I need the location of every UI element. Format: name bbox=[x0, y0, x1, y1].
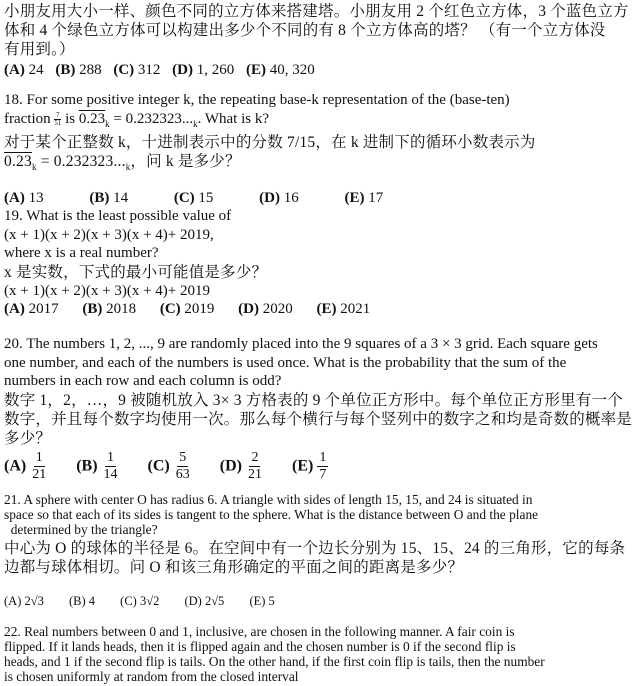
choice-b: (B) 2018 bbox=[82, 301, 137, 317]
choice-d: (D) $\frac{2}{21}$ bbox=[219, 449, 262, 482]
problem-22-en-line-3: heads, and 1 if the second flip is tails. On the other hand, if the first coin flip is tails, then the number bbox=[4, 654, 545, 669]
problem-21-cn-line-2: 边都与球体相切。问 O 和该三角形确定的平面之间的距离是多少？ bbox=[4, 559, 464, 576]
problem-19 bbox=[4, 207, 634, 319]
problem-20-cn-line-3: 多少？ bbox=[4, 429, 52, 447]
problem-21-en-line-2: space so that each of its sides is tangent to the sphere. What is the distance between O and the plane bbox=[4, 507, 539, 522]
problem-20-en-line-1: 20. The numbers 1, 2, ..., 9 are randomly placed into the 9 squares of a 3 × 3 grid. Each square gets bbox=[4, 336, 598, 352]
choice-a: (A) 24 bbox=[4, 62, 44, 78]
choice-c: (C) 2019 bbox=[159, 301, 215, 317]
choice-d: (D) 1, 260 bbox=[172, 62, 235, 78]
choice-e: (E) $\frac{1}{7}$ bbox=[291, 449, 327, 482]
problem-19-expression: (x + 1)(x + 2)(x + 3)(x + 4)+ 2019, bbox=[4, 226, 214, 243]
problem-18-en-line-2: fraction $\frac{7}{51}$ is $0.23_k = 0.232323..._k$. What is k? bbox=[4, 110, 269, 129]
problem-17 bbox=[4, 2, 634, 80]
choice-b: (B) 14 bbox=[89, 190, 129, 207]
choice-a: (A) 2017 bbox=[4, 301, 59, 317]
problem-21-cn-line-1: 中心为 O 的球体的半径是 6。在空间中有一个边长分别为 15、15、24 的三角形，它的每条 bbox=[4, 540, 626, 557]
problem-21-choices bbox=[4, 593, 634, 609]
problem-17-cn-line-3: 有用到。） bbox=[4, 41, 75, 58]
choice-d: (D) 16 bbox=[259, 190, 299, 207]
problem-18-choices bbox=[4, 189, 634, 208]
problem-19-choices bbox=[4, 300, 634, 319]
choice-c: (C) 3√2 bbox=[120, 594, 160, 608]
problem-20-en-line-2: one number, and each of the numbers is used once. What is the probability that the sum of the bbox=[4, 354, 567, 371]
problem-22 bbox=[4, 624, 634, 684]
problem-18-en-line-1: 18. For some positive integer k, the repeating base-k representation of the (base-ten) bbox=[4, 92, 510, 108]
choice-a: (A) 13 bbox=[4, 190, 44, 207]
problem-22-en-line-1: 22. Real numbers between 0 and 1, inclusive, are chosen in the following manner. A fair coin is bbox=[4, 624, 515, 639]
problem-22-en-line-4: is chosen uniformly at random from the closed interval bbox=[4, 669, 299, 684]
choice-b: (B) $\frac{1}{14}$ bbox=[76, 449, 118, 482]
problem-21-en-line-1: 21. A sphere with center O has radius 6. A triangle with sides of length 15, 15, and 24 is situated in bbox=[4, 492, 533, 507]
fraction-7-51: $\frac{7}{51}$ bbox=[54, 110, 62, 127]
problem-19-en-line-1: 19. What is the least possible value of bbox=[4, 208, 232, 224]
choice-e: (E) 40, 320 bbox=[245, 62, 315, 78]
problem-18 bbox=[4, 91, 634, 208]
problem-17-cn-line-1: 小朋友用大小一样、颜色不同的立方体来搭建塔。小朋友用 2 个红色立方体，3 个蓝色立方 bbox=[4, 3, 629, 20]
problem-20 bbox=[4, 335, 634, 483]
problem-22-en-line-2: flipped. If it lands heads, then it is flipped again and the chosen number is 0 if the second flip is bbox=[4, 639, 516, 654]
problem-21-en-line-3: determined by the triangle? bbox=[4, 522, 158, 537]
choice-e: (E) 5 bbox=[249, 594, 275, 608]
choice-d: (D) 2020 bbox=[238, 301, 293, 317]
choice-c: (C) 15 bbox=[173, 190, 214, 207]
choice-c: (C) $\frac{5}{63}$ bbox=[147, 449, 190, 482]
choice-c: (C) 312 bbox=[113, 62, 161, 78]
choice-b: (B) 288 bbox=[55, 62, 102, 78]
problem-20-en-line-3: numbers in each row and each column is odd? bbox=[4, 373, 282, 389]
problem-19-expression-2: (x + 1)(x + 2)(x + 3)(x + 4)+ 2019 bbox=[4, 282, 211, 299]
problem-19-en-line-3: where x is a real number? bbox=[4, 245, 159, 261]
problem-20-cn-line-1: 数字 1，2，…，9 被随机放入 3× 3 方格表的 9 个单位正方形中。每个单位正方形里有一个 bbox=[4, 391, 623, 409]
problem-20-cn-line-2: 数字，并且每个数字均使用一次。那么每个横行与每个竖列中的数字之和均是奇数的概率是 bbox=[4, 410, 633, 428]
problem-21 bbox=[4, 492, 634, 609]
choice-e: (E) 2021 bbox=[316, 301, 371, 317]
problem-18-cn-line-2: $0.23_k = 0.232323..._k$，问 k 是多少？ bbox=[4, 153, 241, 173]
choice-b: (B) 4 bbox=[68, 594, 96, 608]
problem-17-cn-line-2: 体和 4 个绿色立方体可以构建出多少个不同的有 8 个立方体高的塔？ （有一个立方体没 bbox=[4, 22, 606, 39]
choice-a: (A) $\frac{1}{21}$ bbox=[4, 449, 47, 482]
problem-19-cn-line-1: x 是实数，下式的最小可能值是多少？ bbox=[4, 263, 268, 281]
choice-e: (E) 17 bbox=[344, 190, 384, 207]
problem-17-choices bbox=[4, 61, 634, 80]
problem-20-choices bbox=[4, 450, 634, 483]
problem-18-cn-line-1: 对于某个正整数 k，十进制表示中的分数 7/15，在 k 进制下的循环小数表示为 bbox=[4, 134, 536, 151]
choice-d: (D) 2√5 bbox=[184, 594, 225, 608]
choice-a: (A) 2√3 bbox=[4, 594, 44, 608]
